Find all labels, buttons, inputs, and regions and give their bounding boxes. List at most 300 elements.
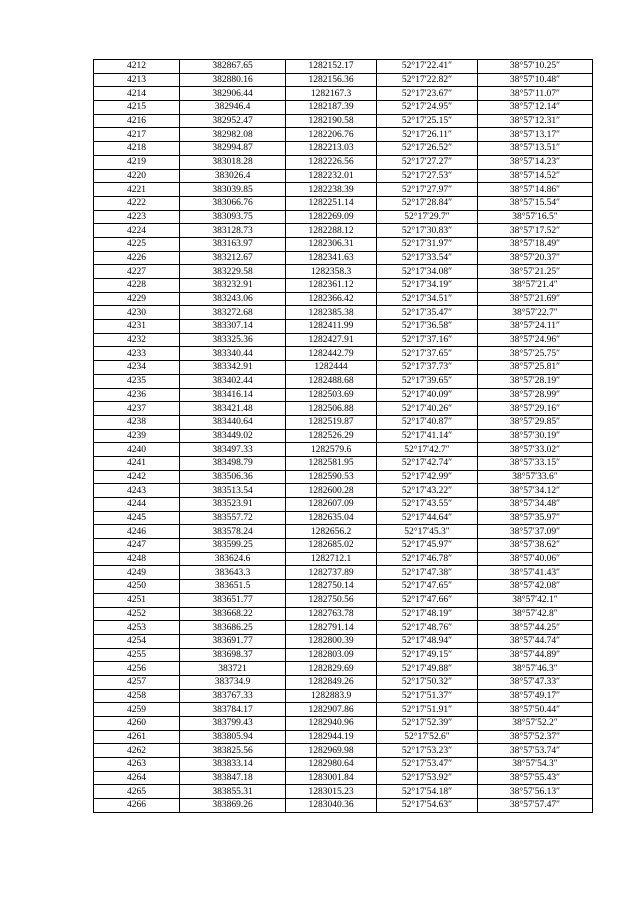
x-coordinate-cell: 383026.4 <box>180 169 286 183</box>
table-row <box>94 320 593 334</box>
point-number-cell: 4240 <box>94 443 180 457</box>
table-row <box>94 87 593 101</box>
x-coordinate-cell: 383855.31 <box>180 785 286 799</box>
point-number-cell: 4253 <box>94 621 180 635</box>
longitude-cell: 38°57′35.97″ <box>478 511 593 525</box>
latitude-cell: 52°17′54.18″ <box>377 785 478 799</box>
table-row <box>94 525 593 539</box>
point-number-cell: 4266 <box>94 799 180 813</box>
longitude-cell: 38°57′37.09″ <box>478 525 593 539</box>
longitude-cell: 38°57′52.37″ <box>478 730 593 744</box>
longitude-cell: 38°57′15.54″ <box>478 196 593 210</box>
latitude-cell: 52°17′24.95″ <box>377 101 478 115</box>
point-number-cell: 4228 <box>94 279 180 293</box>
point-number-cell: 4243 <box>94 484 180 498</box>
x-coordinate-cell: 383523.91 <box>180 498 286 512</box>
point-number-cell: 4223 <box>94 210 180 224</box>
x-coordinate-cell: 383039.85 <box>180 183 286 197</box>
y-coordinate-cell: 1282800.39 <box>286 634 377 648</box>
point-number-cell: 4213 <box>94 73 180 87</box>
latitude-cell: 52°17′47.65″ <box>377 580 478 594</box>
table-row <box>94 675 593 689</box>
latitude-cell: 52°17′34.19″ <box>377 279 478 293</box>
x-coordinate-cell: 383421.48 <box>180 402 286 416</box>
y-coordinate-cell: 1282341.63 <box>286 251 377 265</box>
y-coordinate-cell: 1282829.69 <box>286 662 377 676</box>
latitude-cell: 52°17′40.26″ <box>377 402 478 416</box>
table-row <box>94 771 593 785</box>
y-coordinate-cell: 1282506.88 <box>286 402 377 416</box>
y-coordinate-cell: 1282503.69 <box>286 388 377 402</box>
latitude-cell: 52°17′36.58″ <box>377 320 478 334</box>
y-coordinate-cell: 1283015.23 <box>286 785 377 799</box>
latitude-cell: 52°17′43.55″ <box>377 498 478 512</box>
x-coordinate-cell: 383307.14 <box>180 320 286 334</box>
latitude-cell: 52°17′37.16″ <box>377 333 478 347</box>
point-number-cell: 4234 <box>94 361 180 375</box>
longitude-cell: 38°57′29.16″ <box>478 402 593 416</box>
latitude-cell: 52°17′33.54″ <box>377 251 478 265</box>
x-coordinate-cell: 383578.24 <box>180 525 286 539</box>
y-coordinate-cell: 1283001.84 <box>286 771 377 785</box>
y-coordinate-cell: 1282600.28 <box>286 484 377 498</box>
table-row <box>94 347 593 361</box>
y-coordinate-cell: 1282366.42 <box>286 292 377 306</box>
table-row <box>94 60 593 74</box>
point-number-cell: 4258 <box>94 689 180 703</box>
longitude-cell: 38°57′13.17″ <box>478 128 593 142</box>
y-coordinate-cell: 1282526.29 <box>286 429 377 443</box>
table-row <box>94 114 593 128</box>
longitude-cell: 38°57′38.62″ <box>478 539 593 553</box>
y-coordinate-cell: 1283040.36 <box>286 799 377 813</box>
point-number-cell: 4226 <box>94 251 180 265</box>
y-coordinate-cell: 1282750.56 <box>286 593 377 607</box>
x-coordinate-cell: 383128.73 <box>180 224 286 238</box>
latitude-cell: 52°17′37.65″ <box>377 347 478 361</box>
y-coordinate-cell: 1282251.14 <box>286 196 377 210</box>
table-row <box>94 361 593 375</box>
y-coordinate-cell: 1282411.99 <box>286 320 377 334</box>
x-coordinate-cell: 383691.77 <box>180 634 286 648</box>
x-coordinate-cell: 382994.87 <box>180 142 286 156</box>
table-row <box>94 251 593 265</box>
x-coordinate-cell: 382952.47 <box>180 114 286 128</box>
y-coordinate-cell: 1282907.86 <box>286 703 377 717</box>
x-coordinate-cell: 383243.06 <box>180 292 286 306</box>
point-number-cell: 4251 <box>94 593 180 607</box>
x-coordinate-cell: 383686.25 <box>180 621 286 635</box>
table-row <box>94 196 593 210</box>
y-coordinate-cell: 1282750.14 <box>286 580 377 594</box>
latitude-cell: 52°17′22.82″ <box>377 73 478 87</box>
y-coordinate-cell: 1282969.98 <box>286 744 377 758</box>
x-coordinate-cell: 383734.9 <box>180 675 286 689</box>
x-coordinate-cell: 383825.56 <box>180 744 286 758</box>
longitude-cell: 38°57′52.2″ <box>478 717 593 731</box>
x-coordinate-cell: 383093.75 <box>180 210 286 224</box>
latitude-cell: 52°17′42.74″ <box>377 456 478 470</box>
longitude-cell: 38°57′21.69″ <box>478 292 593 306</box>
longitude-cell: 38°57′47.33″ <box>478 675 593 689</box>
y-coordinate-cell: 1282226.56 <box>286 155 377 169</box>
table-row <box>94 580 593 594</box>
table-row <box>94 306 593 320</box>
y-coordinate-cell: 1282803.09 <box>286 648 377 662</box>
y-coordinate-cell: 1282883.9 <box>286 689 377 703</box>
table-row <box>94 799 593 813</box>
latitude-cell: 52°17′28.84″ <box>377 196 478 210</box>
latitude-cell: 52°17′51.91″ <box>377 703 478 717</box>
table-row <box>94 511 593 525</box>
latitude-cell: 52°17′48.76″ <box>377 621 478 635</box>
x-coordinate-cell: 383799.43 <box>180 717 286 731</box>
longitude-cell: 38°57′21.25″ <box>478 265 593 279</box>
y-coordinate-cell: 1282427.91 <box>286 333 377 347</box>
x-coordinate-cell: 383624.6 <box>180 552 286 566</box>
latitude-cell: 52°17′27.53″ <box>377 169 478 183</box>
x-coordinate-cell: 383668.22 <box>180 607 286 621</box>
table-row <box>94 415 593 429</box>
latitude-cell: 52°17′54.63″ <box>377 799 478 813</box>
table-row <box>94 183 593 197</box>
x-coordinate-cell: 382982.08 <box>180 128 286 142</box>
x-coordinate-cell: 383018.28 <box>180 155 286 169</box>
table-row <box>94 333 593 347</box>
x-coordinate-cell: 383513.54 <box>180 484 286 498</box>
point-number-cell: 4245 <box>94 511 180 525</box>
table-row <box>94 169 593 183</box>
longitude-cell: 38°57′40.06″ <box>478 552 593 566</box>
point-number-cell: 4229 <box>94 292 180 306</box>
x-coordinate-cell: 383651.77 <box>180 593 286 607</box>
latitude-cell: 52°17′53.23″ <box>377 744 478 758</box>
point-number-cell: 4215 <box>94 101 180 115</box>
y-coordinate-cell: 1282288.12 <box>286 224 377 238</box>
x-coordinate-cell: 383325.36 <box>180 333 286 347</box>
point-number-cell: 4261 <box>94 730 180 744</box>
table-row <box>94 456 593 470</box>
longitude-cell: 38°57′44.89″ <box>478 648 593 662</box>
latitude-cell: 52°17′46.78″ <box>377 552 478 566</box>
longitude-cell: 38°57′41.43″ <box>478 566 593 580</box>
y-coordinate-cell: 1282167.3 <box>286 87 377 101</box>
y-coordinate-cell: 1282206.76 <box>286 128 377 142</box>
point-number-cell: 4246 <box>94 525 180 539</box>
longitude-cell: 38°57′28.19″ <box>478 374 593 388</box>
latitude-cell: 52°17′48.19″ <box>377 607 478 621</box>
longitude-cell: 38°57′24.96″ <box>478 333 593 347</box>
x-coordinate-cell: 383342.91 <box>180 361 286 375</box>
longitude-cell: 38°57′44.25″ <box>478 621 593 635</box>
table-row <box>94 402 593 416</box>
y-coordinate-cell: 1282442.79 <box>286 347 377 361</box>
y-coordinate-cell: 1282685.02 <box>286 539 377 553</box>
point-number-cell: 4230 <box>94 306 180 320</box>
longitude-cell: 38°57′12.31″ <box>478 114 593 128</box>
latitude-cell: 52°17′23.67″ <box>377 87 478 101</box>
y-coordinate-cell: 1282306.31 <box>286 237 377 251</box>
x-coordinate-cell: 383698.37 <box>180 648 286 662</box>
x-coordinate-cell: 383599.25 <box>180 539 286 553</box>
latitude-cell: 52°17′34.08″ <box>377 265 478 279</box>
latitude-cell: 52°17′48.94″ <box>377 634 478 648</box>
latitude-cell: 52°17′37.73″ <box>377 361 478 375</box>
x-coordinate-cell: 382906.44 <box>180 87 286 101</box>
x-coordinate-cell: 383767.33 <box>180 689 286 703</box>
latitude-cell: 52°17′45.3″ <box>377 525 478 539</box>
x-coordinate-cell: 383416.14 <box>180 388 286 402</box>
longitude-cell: 38°57′11.07″ <box>478 87 593 101</box>
latitude-cell: 52°17′22.41″ <box>377 60 478 74</box>
point-number-cell: 4220 <box>94 169 180 183</box>
latitude-cell: 52°17′49.15″ <box>377 648 478 662</box>
table-row <box>94 101 593 115</box>
point-number-cell: 4248 <box>94 552 180 566</box>
y-coordinate-cell: 1282190.58 <box>286 114 377 128</box>
table-row <box>94 730 593 744</box>
x-coordinate-cell: 383721 <box>180 662 286 676</box>
longitude-cell: 38°57′33.15″ <box>478 456 593 470</box>
point-number-cell: 4235 <box>94 374 180 388</box>
latitude-cell: 52°17′25.15″ <box>377 114 478 128</box>
x-coordinate-cell: 383833.14 <box>180 758 286 772</box>
latitude-cell: 52°17′43.22″ <box>377 484 478 498</box>
y-coordinate-cell: 1282581.95 <box>286 456 377 470</box>
latitude-cell: 52°17′35.47″ <box>377 306 478 320</box>
x-coordinate-cell: 383340.44 <box>180 347 286 361</box>
latitude-cell: 52°17′47.66″ <box>377 593 478 607</box>
y-coordinate-cell: 1282361.12 <box>286 279 377 293</box>
table-row <box>94 648 593 662</box>
table-row <box>94 607 593 621</box>
longitude-cell: 38°57′50.44″ <box>478 703 593 717</box>
x-coordinate-cell: 383557.72 <box>180 511 286 525</box>
table-row <box>94 539 593 553</box>
point-number-cell: 4249 <box>94 566 180 580</box>
point-number-cell: 4259 <box>94 703 180 717</box>
latitude-cell: 52°17′53.92″ <box>377 771 478 785</box>
x-coordinate-cell: 383497.33 <box>180 443 286 457</box>
table-row <box>94 689 593 703</box>
point-number-cell: 4257 <box>94 675 180 689</box>
latitude-cell: 52°17′45.97″ <box>377 539 478 553</box>
point-number-cell: 4217 <box>94 128 180 142</box>
x-coordinate-cell: 382867.65 <box>180 60 286 74</box>
table-row <box>94 155 593 169</box>
x-coordinate-cell: 383498.79 <box>180 456 286 470</box>
latitude-cell: 52°17′30.83″ <box>377 224 478 238</box>
point-number-cell: 4247 <box>94 539 180 553</box>
table-row <box>94 566 593 580</box>
x-coordinate-cell: 383229.58 <box>180 265 286 279</box>
point-number-cell: 4236 <box>94 388 180 402</box>
point-number-cell: 4239 <box>94 429 180 443</box>
point-number-cell: 4255 <box>94 648 180 662</box>
y-coordinate-cell: 1282607.09 <box>286 498 377 512</box>
coordinates-table-body <box>94 60 593 813</box>
latitude-cell: 52°17′52.39″ <box>377 717 478 731</box>
x-coordinate-cell: 383847.18 <box>180 771 286 785</box>
y-coordinate-cell: 1282791.14 <box>286 621 377 635</box>
x-coordinate-cell: 383784.17 <box>180 703 286 717</box>
longitude-cell: 38°57′29.85″ <box>478 415 593 429</box>
y-coordinate-cell: 1282444 <box>286 361 377 375</box>
longitude-cell: 38°57′14.86″ <box>478 183 593 197</box>
table-row <box>94 142 593 156</box>
point-number-cell: 4260 <box>94 717 180 731</box>
table-row <box>94 210 593 224</box>
table-row <box>94 429 593 443</box>
latitude-cell: 52°17′53.47″ <box>377 758 478 772</box>
table-row <box>94 785 593 799</box>
point-number-cell: 4237 <box>94 402 180 416</box>
longitude-cell: 38°57′33.02″ <box>478 443 593 457</box>
point-number-cell: 4252 <box>94 607 180 621</box>
latitude-cell: 52°17′26.11″ <box>377 128 478 142</box>
point-number-cell: 4216 <box>94 114 180 128</box>
latitude-cell: 52°17′52.6″ <box>377 730 478 744</box>
table-row <box>94 470 593 484</box>
point-number-cell: 4256 <box>94 662 180 676</box>
x-coordinate-cell: 383272.68 <box>180 306 286 320</box>
x-coordinate-cell: 382946.4 <box>180 101 286 115</box>
point-number-cell: 4214 <box>94 87 180 101</box>
y-coordinate-cell: 1282940.96 <box>286 717 377 731</box>
latitude-cell: 52°17′29.7″ <box>377 210 478 224</box>
longitude-cell: 38°57′24.11″ <box>478 320 593 334</box>
longitude-cell: 38°57′18.49″ <box>478 237 593 251</box>
point-number-cell: 4212 <box>94 60 180 74</box>
y-coordinate-cell: 1282232.01 <box>286 169 377 183</box>
y-coordinate-cell: 1282656.2 <box>286 525 377 539</box>
latitude-cell: 52°17′47.38″ <box>377 566 478 580</box>
x-coordinate-cell: 383232.91 <box>180 279 286 293</box>
table-row <box>94 703 593 717</box>
point-number-cell: 4221 <box>94 183 180 197</box>
latitude-cell: 52°17′31.97″ <box>377 237 478 251</box>
y-coordinate-cell: 1282712.1 <box>286 552 377 566</box>
y-coordinate-cell: 1282519.87 <box>286 415 377 429</box>
y-coordinate-cell: 1282152.17 <box>286 60 377 74</box>
longitude-cell: 38°57′13.51″ <box>478 142 593 156</box>
latitude-cell: 52°17′40.87″ <box>377 415 478 429</box>
x-coordinate-cell: 383066.76 <box>180 196 286 210</box>
longitude-cell: 38°57′49.17″ <box>478 689 593 703</box>
point-number-cell: 4238 <box>94 415 180 429</box>
latitude-cell: 52°17′39.65″ <box>377 374 478 388</box>
longitude-cell: 38°57′44.74″ <box>478 634 593 648</box>
point-number-cell: 4225 <box>94 237 180 251</box>
longitude-cell: 38°57′33.6″ <box>478 470 593 484</box>
x-coordinate-cell: 383402.44 <box>180 374 286 388</box>
table-row <box>94 224 593 238</box>
point-number-cell: 4265 <box>94 785 180 799</box>
y-coordinate-cell: 1282385.38 <box>286 306 377 320</box>
table-row <box>94 593 593 607</box>
point-number-cell: 4250 <box>94 580 180 594</box>
longitude-cell: 38°57′42.8″ <box>478 607 593 621</box>
x-coordinate-cell: 383805.94 <box>180 730 286 744</box>
point-number-cell: 4233 <box>94 347 180 361</box>
point-number-cell: 4219 <box>94 155 180 169</box>
longitude-cell: 38°57′42.1″ <box>478 593 593 607</box>
y-coordinate-cell: 1282579.6 <box>286 443 377 457</box>
point-number-cell: 4254 <box>94 634 180 648</box>
y-coordinate-cell: 1282980.64 <box>286 758 377 772</box>
latitude-cell: 52°17′34.51″ <box>377 292 478 306</box>
table-row <box>94 744 593 758</box>
table-row <box>94 237 593 251</box>
coordinates-table <box>93 59 593 813</box>
y-coordinate-cell: 1282944.19 <box>286 730 377 744</box>
x-coordinate-cell: 383643.3 <box>180 566 286 580</box>
longitude-cell: 38°57′34.12″ <box>478 484 593 498</box>
longitude-cell: 38°57′42.08″ <box>478 580 593 594</box>
point-number-cell: 4262 <box>94 744 180 758</box>
point-number-cell: 4231 <box>94 320 180 334</box>
table-row <box>94 621 593 635</box>
latitude-cell: 52°17′40.09″ <box>377 388 478 402</box>
longitude-cell: 38°57′16.5″ <box>478 210 593 224</box>
longitude-cell: 38°57′28.99″ <box>478 388 593 402</box>
point-number-cell: 4224 <box>94 224 180 238</box>
table-row <box>94 498 593 512</box>
longitude-cell: 38°57′10.25″ <box>478 60 593 74</box>
latitude-cell: 52°17′42.7″ <box>377 443 478 457</box>
point-number-cell: 4222 <box>94 196 180 210</box>
longitude-cell: 38°57′12.14″ <box>478 101 593 115</box>
y-coordinate-cell: 1282763.78 <box>286 607 377 621</box>
table-row <box>94 717 593 731</box>
latitude-cell: 52°17′27.27″ <box>377 155 478 169</box>
longitude-cell: 38°57′17.52″ <box>478 224 593 238</box>
x-coordinate-cell: 383163.97 <box>180 237 286 251</box>
latitude-cell: 52°17′49.88″ <box>377 662 478 676</box>
longitude-cell: 38°57′30.19″ <box>478 429 593 443</box>
y-coordinate-cell: 1282269.09 <box>286 210 377 224</box>
latitude-cell: 52°17′27.97″ <box>377 183 478 197</box>
point-number-cell: 4227 <box>94 265 180 279</box>
longitude-cell: 38°57′22.7″ <box>478 306 593 320</box>
table-row <box>94 552 593 566</box>
longitude-cell: 38°57′57.47″ <box>478 799 593 813</box>
table-row <box>94 292 593 306</box>
longitude-cell: 38°57′10.48″ <box>478 73 593 87</box>
longitude-cell: 38°57′25.75″ <box>478 347 593 361</box>
table-row <box>94 662 593 676</box>
table-row <box>94 73 593 87</box>
point-number-cell: 4263 <box>94 758 180 772</box>
longitude-cell: 38°57′53.74″ <box>478 744 593 758</box>
x-coordinate-cell: 383212.67 <box>180 251 286 265</box>
longitude-cell: 38°57′55.43″ <box>478 771 593 785</box>
table-row <box>94 265 593 279</box>
longitude-cell: 38°57′25.81″ <box>478 361 593 375</box>
y-coordinate-cell: 1282213.03 <box>286 142 377 156</box>
longitude-cell: 38°57′14.23″ <box>478 155 593 169</box>
y-coordinate-cell: 1282238.39 <box>286 183 377 197</box>
table-row <box>94 484 593 498</box>
longitude-cell: 38°57′54.3″ <box>478 758 593 772</box>
table-row <box>94 279 593 293</box>
longitude-cell: 38°57′21.4″ <box>478 279 593 293</box>
x-coordinate-cell: 383440.64 <box>180 415 286 429</box>
table-row <box>94 443 593 457</box>
y-coordinate-cell: 1282488.68 <box>286 374 377 388</box>
y-coordinate-cell: 1282590.53 <box>286 470 377 484</box>
y-coordinate-cell: 1282635.04 <box>286 511 377 525</box>
